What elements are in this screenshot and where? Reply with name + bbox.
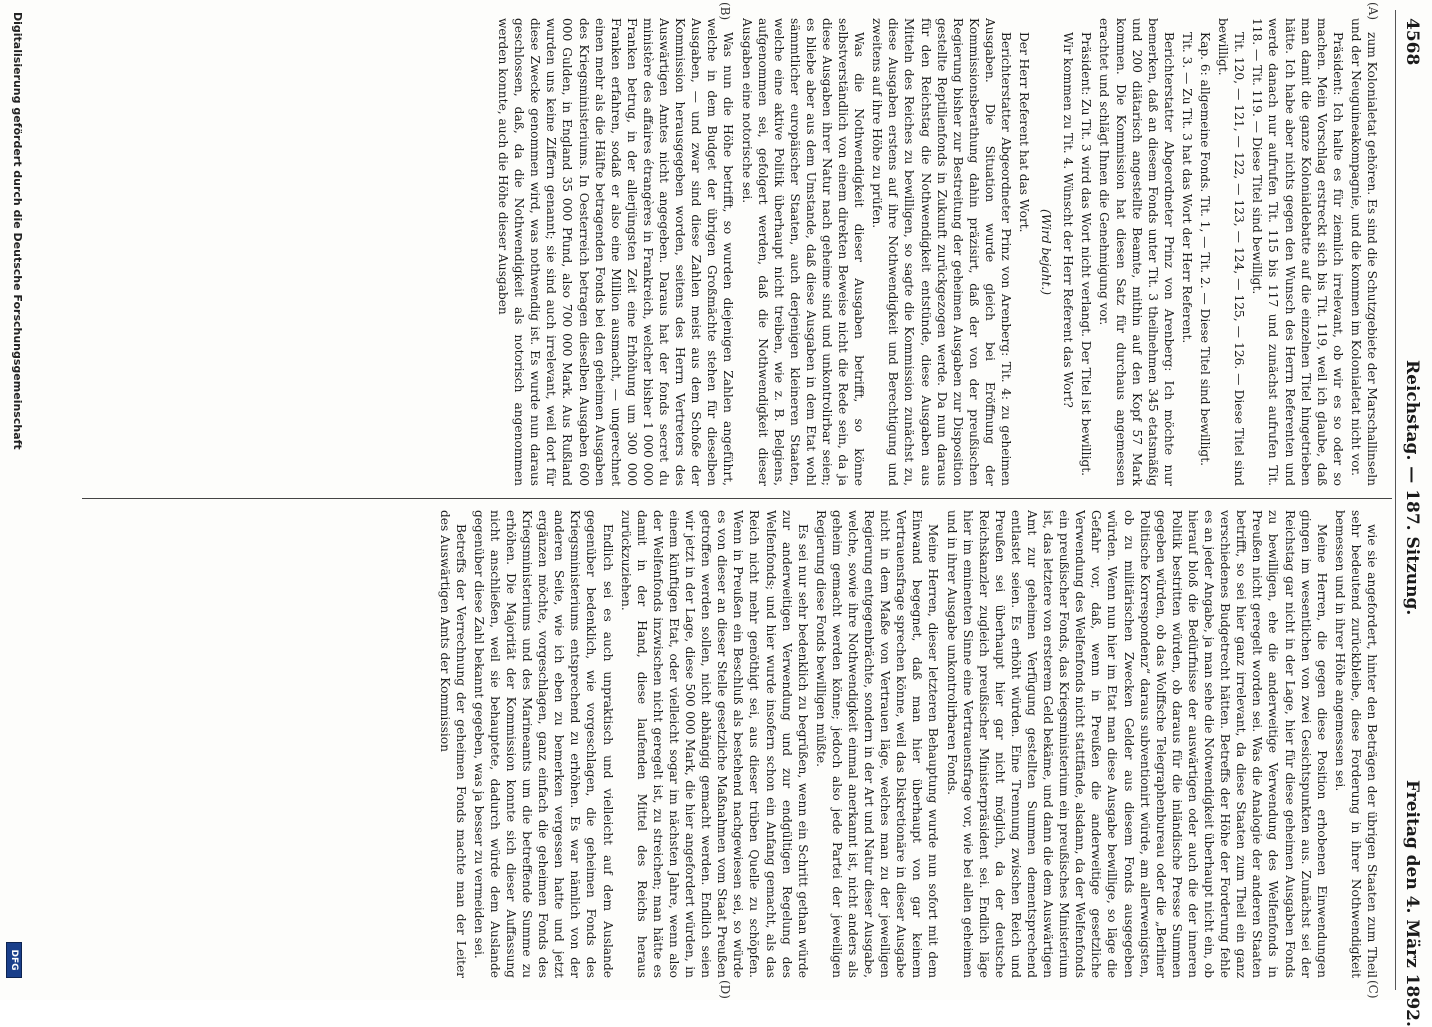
margin-mark-a: (A) — [1366, 2, 1380, 21]
right-text-column — [90, 510, 1380, 978]
paragraph: Tit. 3. — Zu Tit. 3 hat das Wort der Herr Referent. — [1179, 32, 1194, 344]
dfg-logo-icon: DFG — [6, 942, 22, 978]
paragraph: Wir kommen zu Tit. 4. Wünscht der Herr Referent das Wort? — [1061, 32, 1076, 408]
left-text-column — [90, 18, 1380, 486]
paragraph: Präsident: Zu Tit. 3 wird das Wort nicht verlangt. Der Titel ist bewilligt. — [1079, 32, 1094, 477]
page-header — [1392, 0, 1432, 1027]
paragraph: Berichterstatter Abgeordneter Prinz von Arenberg: Tit. 4: zu geheimen Ausgaben. Die Situation wurde gleich bei Eröffnung der Kommissionsberathung dahin präzisirt, daß der von der preußischen Regierung bisher zur Bestreitung der geheimen Ausgaben zur Disposition gestellte Reptilienfonds in Zukunft zurückgezogen werde. Da nun daraus für den Reichstag die Nothwendigkeit entstünde, diese Ausgaben aus Mitteln des Reiches zu bewilligen, so sagte die Kommission zunächst zu, diese Ausgaben erstens auf ihre Nothwendigkeit und Berechtigung und zweitens auf ihre Höhe zu prüfen. — [870, 18, 1014, 486]
paragraph: zum Kolonialetat gehören. Es sind die Schutzgebiete der Marschallinseln und der Neuguineakompagnie, und die kommen im Kolonialetat nicht vor. — [1348, 18, 1379, 486]
stage-direction: (Wird bejaht.) — [1039, 209, 1054, 295]
paragraph: Was die Nothwendigkeit dieser Ausgaben betrifft, so könne selbstverständlich von einem direkten Beweise nicht die Rede sein, da ja diese Ausgaben ihrer Natur nach geheime sind und unkontrolirbar seien; es bliebe aber aus dem Umstande, daß diese Ausgaben in dem Etat wohl sämmtlicher europäischer Staaten, auch derjenigen kleineren Staaten, welche eine aktive Politik überhaupt nicht treiben, wie z. B. Belgiens, aufgenommen sei, gefolgert werden, daß die Nothwendigkeit dieser Ausgaben eine notorische sei. — [739, 18, 867, 486]
column-divider — [82, 498, 1392, 499]
paragraph: Berichterstatter Abgeordneter Prinz von Arenberg: Ich möchte nur bemerken, daß an diesem Fonds unter Tit. 3 theilnehmen 345 etatsmäßig und 200 diätarisch angestellte Beamte, mithin auf den Kopf 57 Mark kommen. Die Kommission hat diesen Satz für durchaus angemessen erachtet und schlägt Ihnen die Genehmigung vor. — [1097, 18, 1176, 486]
margin-mark-b: (B) — [718, 2, 732, 21]
paragraph: Kap. 6: allgemeine Fonds. Tit. 1, — Tit. 2. — Diese Titel sind bewilligt. — [1198, 32, 1213, 467]
paragraph: Meine Herren, dieser letzteren Behauptung wurde nun sofort mit dem Einwand begegnet, daß man hier überhaupt von gar keinem Vertrauensfrage sprechen könne, weil das Diskretionäre in dieser Ausgabe nicht in dem Maße von Vertrauen läge, welches man zu der jeweiligen Regierung entgegenbrächte, sondern in der Art und Natur dieser Ausgabe, welche, sowie ihre Nothwendigkeit einmal anerkannt ist, nicht anders als geheim gemacht werden könne; jedoch also jede Partei der jeweiligen Regierung diese Fonds bewilligen müßte. — [813, 510, 941, 978]
footer-credit: Digitalisierung gefördert durch die Deutsche Forschungsgemeinschaft — [11, 12, 24, 450]
page-title: Reichstag. — 187. Sitzung. — [1402, 360, 1422, 616]
paragraph: Präsident: Ich halte es für ziemlich irrelevant, ob wir es so oder so machen. Mein Vorschlag erstreckt sich bis Tit. 119, weil ich glaube, daß man damit die ganze Kolonialdebatte auf die einzelnen Titel hingetrieben hätte. Ich habe aber nichts gegen den Wunsch des Herrn Referenten und werde danach nur aufrufen Tit. 115 bis 117 und zunächst aufrufen Tit. 118. — Tit. 119. — Diese Titel sind bewilligt. — [1250, 18, 1345, 486]
paragraph: Es sei nur sehr bedenklich zu begrüßen, wenn ein Schritt gethan würde zur anderweitigen Verwendung und zur endgültigen Regelung des Welfenfonds; und hier wurde insofern schon ein Anfang gemacht, als das Reich nicht mehr genöthigt sei, aus dieser trüben Quelle zu schöpfen. Wenn in Preußen ein Beschluß als bestehend nachgewiesen sei, so würde es von dieser an dieser Stelle gesetzliche Maßnahmen vom Staat Preußen getroffen werden sollen, nicht abhängig gemacht werden. Endlich seien wir jetzt in der Lage, diese 500 000 Mark, die hier angefordert würden, in einem künftigen Etat, oder vielleicht sogar im nächsten Jahre, wenn also der Welfenfonds inzwischen nicht geregelt ist, zu streichen; man hätte es damit in der Hand, diese laufenden Mittel des Reichs heraus zurückzuziehen. — [618, 510, 810, 978]
header-rule — [1395, 10, 1396, 990]
digitization-footer — [2, 12, 24, 992]
margin-mark-d: (D) — [718, 980, 732, 999]
paragraph: Betreffs der Verrechnung der geheimen Fonds machte man der Leiter des Auswärtigen Amts der Kommission — [437, 510, 468, 978]
paragraph: Endlich sei es auch unpraktisch und vielleicht auf dem Auslande gegenüber bedenklich, wie vorgeschlagen, die geheimen Fonds des Kriegsministeriums entsprechend zu erhöhen. Es war nämlich von der anderen Seite, wie ich eben zu bemerken vergessen hatte und jetzt ergänzen möchte, vorgeschlagen, ganz einfach die geheimen Fonds des Kriegsministeriums und des Marineamts um die betreffende Summe zu erhöhen. Die Majorität der Kommission konnte sich dieser Auffassung nicht anschließen, weil sie behauptete, dadurch würde dem Auslande gegenüber diese Zahl bekannt gegeben, was ja besser zu vermeiden sei. — [471, 510, 615, 978]
paragraph: Meine Herren, die gegen diese Position erhobenen Einwendungen gingen im wesentlichen von zwei Gesichtspunkten aus. Zunächst sei der Reichstag gar nicht in der Lage, hier für diese geheimen Ausgaben Fonds zu bewilligen, ehe die anderweitige Verwendung des Welfenfonds in Preußen nicht geregelt worden sei. Was die Analogie der anderen Staaten betrifft, so sei hier ganz irrelevant, da diese Staaten zum Theil ein ganz verschiedenes Budgetrecht hätten. Betreffs der Höhe der Forderung fehle es an jeder Angabe, ja man sehe die Notwendigkeit überhaupt nicht ein, ob hierauf bloß die Bedürfnisse der auswärtigen oder auch die der inneren Politik bestritten würden, ob daraus für die inländische Presse Summen gegeben würden, ob das Wolffsche Telegraphenbureau oder die „Berliner Politische Korrespondenz“ daraus subventionirt würde, am allerwenigsten, ob zu militärischen Zwecken Gelder aus diesem Fonds ausgegeben würden. Wenn nun hier im Etat man diese Ausgabe bewillige, so läge die Gefahr vor, daß, wenn in Preußen die anderweitige gesetzliche Verwendung des Welfenfonds nicht stattfände, alsdann, da der Welfenfonds ein preußischer Fonds, das Kriegsministerium ein preußisches Ministerium ist, das letztere von ersterem Geld bekäme, und dann die dem Auswärtigen Amt zur geheimen Verfügung gestellten Summen dementsprechend entlastet seien. Es erhöht würden. Eine Trennung zwischen Reich und Preußen sei überhaupt hier gar nicht möglich, da der deutsche Reichskanzler zugleich preußischer Ministerpräsident sei. Endlich läge hier im eminenten Sinne eine Vertrauensfrage vor, wie bei allen geheimen und in ihrer Ausgabe unkontrolirbaren Fonds. — [944, 510, 1329, 978]
session-date: Freitag den 4. März 1892. — [1402, 780, 1422, 1027]
paragraph: wie sie angefordert, hinter den Beträgen der übrigen Staaten zum Theil sehr bedeutend zurückbleibe, diese Forderung in ihrer Nothwendigkeit bemessen und in ihrer Höhe angemessen sei. — [1332, 510, 1379, 978]
paragraph: Was nun die Höhe betrifft, so wurden diejenigen Zahlen angeführt, welche in dem Budget der übrigen Großmächte stehen für dieselben Ausgaben, — und zwar sind diese Zahlen meist aus dem Schoße der Kommission herausgegeben worden, seitens des Herrn Vertreters des Auswärtigen Amtes nicht angegeben. Daraus hat der fonds secret du ministère des affaires étrangères in Frankreich, welcher bisher 1 000 000 Franken betrug, in der allerjüngsten Zeit eine Erhöhung um 300 000 Franken erfahren, sodaß er also eine Million ausmacht, — ungerechnet einen mehr als die Hälfte betragenden Fonds bei den geheimen Ausgaben des Kriegsministeriums. In Oesterreich betragen dieselben Ausgaben 600 000 Gulden, in England 35 000 Pfund, also 700 000 Mark. Aus Rußland wurden uns keine Ziffern genannt; sie sind auch irrelevant, weil dort für diese Zwecke genommen wird, was nothwendig ist. Es wurde nun daraus geschlossen, daß, da die Nothwendigkeit als notorisch angenommen werden konnte, auch die Höhe dieser Ausgaben — [496, 18, 736, 486]
paragraph: Tit. 120, — 121, — 122, — 123, — 124, — 125, — 126. — Diese Titel sind bewilligt. — [1216, 18, 1247, 486]
paragraph: Der Herr Referent hat das Wort. — [1017, 32, 1032, 233]
page-number: 4568 — [1402, 18, 1422, 66]
margin-mark-c: (C) — [1366, 980, 1380, 999]
